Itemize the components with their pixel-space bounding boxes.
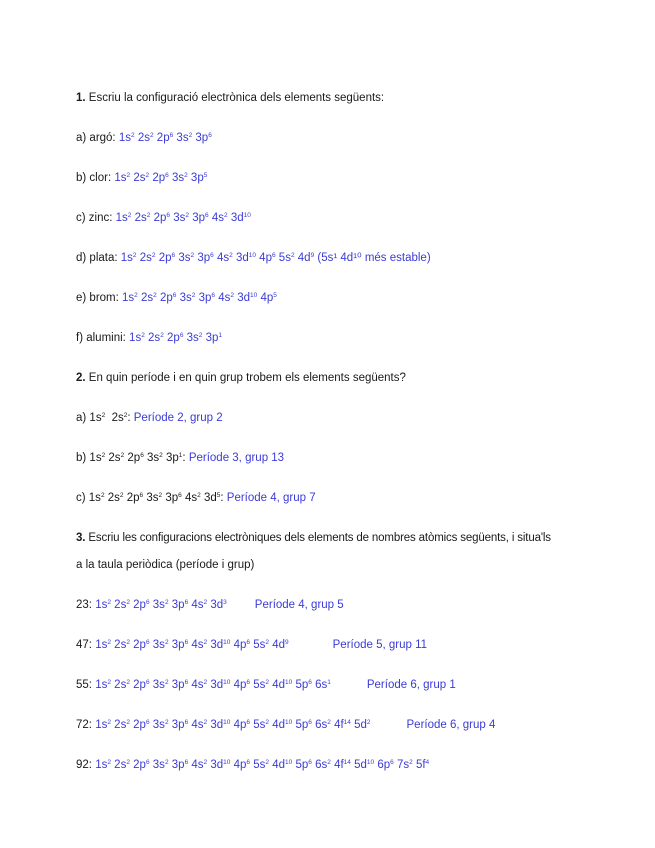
orbital: $3s^2$ bbox=[152, 759, 169, 771]
q1-item-a bbox=[76, 131, 212, 145]
orbital: $4d^{10}$ bbox=[272, 719, 293, 731]
orbital-electrons: 2 bbox=[126, 679, 130, 686]
orbital-electrons: 6 bbox=[208, 132, 212, 139]
item-label: c) bbox=[76, 492, 89, 504]
orbital: $3s^2$ bbox=[173, 212, 189, 224]
orbital-electrons: 6 bbox=[145, 719, 150, 726]
orbital-electrons: 6 bbox=[179, 332, 184, 339]
q2-item-c bbox=[76, 491, 316, 505]
orbital-electrons: 5 bbox=[273, 292, 277, 299]
orbital-electrons: 2 bbox=[290, 252, 295, 259]
orbital-electrons: 6 bbox=[145, 599, 150, 606]
orbital: $2p^6$ bbox=[127, 452, 144, 464]
orbital-electrons: 2 bbox=[130, 132, 135, 139]
orbital: $5s^2$ bbox=[253, 679, 270, 691]
orbital: $4s^2$ bbox=[191, 759, 208, 771]
period-group-answer: Període 6, grup 4 bbox=[406, 719, 496, 731]
item-label: a) bbox=[76, 412, 90, 424]
orbital: $6s^1$ bbox=[315, 679, 331, 691]
orbital: $1s^2$ bbox=[115, 212, 132, 224]
orbital: $6s^2$ bbox=[315, 719, 331, 731]
orbital-electrons: 6 bbox=[246, 639, 251, 646]
orbital-electrons: 2 bbox=[158, 492, 163, 499]
orbital: $1s^2$ bbox=[89, 412, 106, 424]
orbital-electrons: 1 bbox=[218, 332, 223, 339]
q3-item-23 bbox=[76, 598, 344, 612]
orbital: $3p^6$ bbox=[192, 212, 209, 224]
orbital-electrons: 2 bbox=[185, 212, 189, 219]
orbital-electrons: 2 bbox=[164, 599, 169, 606]
orbital: $4d^9$ bbox=[272, 639, 289, 651]
q1-item-f bbox=[76, 331, 222, 345]
orbital-electrons: 2 bbox=[132, 252, 137, 259]
orbital-electrons: 2 bbox=[141, 332, 145, 339]
q3-item-47 bbox=[76, 638, 427, 652]
orbital-electrons: 6 bbox=[246, 679, 251, 686]
orbital: $3d^{10}$ bbox=[237, 292, 258, 304]
question-3-heading-line2: a la taula periòdica (període i grup) bbox=[76, 559, 255, 571]
orbital-electrons: 6 bbox=[145, 639, 150, 646]
orbital: $3p^6$ bbox=[198, 292, 216, 304]
orbital-electrons: 6 bbox=[184, 679, 189, 686]
orbital-electrons: 2 bbox=[153, 292, 157, 299]
question-1-number: 1. bbox=[76, 92, 86, 104]
orbital: $2p^6$ bbox=[133, 679, 150, 691]
orbital: $3d^{10}$ bbox=[210, 639, 231, 651]
question-3-number: 3. bbox=[76, 532, 86, 544]
q3-item-92 bbox=[76, 758, 429, 772]
orbital: $5s^2$ bbox=[253, 719, 270, 731]
orbital-electrons: 2 bbox=[203, 599, 208, 606]
electron-configuration bbox=[114, 172, 207, 184]
orbital: $5p^6$ bbox=[295, 719, 312, 731]
orbital-electrons: 6 bbox=[184, 759, 189, 766]
orbital: $3d^3$ bbox=[210, 599, 227, 611]
orbital-electrons: 2 bbox=[265, 759, 270, 766]
orbital-electrons: 6 bbox=[308, 759, 312, 766]
orbital: $3p^6$ bbox=[197, 252, 214, 264]
orbital: $3s^2$ bbox=[152, 679, 169, 691]
orbital-electrons: 2 bbox=[265, 639, 270, 646]
item-label: 72: bbox=[76, 719, 96, 731]
orbital: $3p^1$ bbox=[205, 332, 223, 344]
electron-configuration bbox=[119, 132, 212, 144]
orbital: $2s^2$ bbox=[114, 639, 130, 651]
answer-separator: : bbox=[220, 492, 227, 504]
orbital-electrons: 9 bbox=[310, 252, 315, 259]
orbital: $2p^6$ bbox=[152, 172, 169, 184]
orbital-electrons: 10 bbox=[223, 719, 231, 726]
item-label: 23: bbox=[76, 599, 96, 611]
electron-configuration bbox=[116, 212, 251, 224]
orbital: $4f^{14}$ bbox=[334, 719, 351, 731]
answer-separator: : bbox=[182, 452, 189, 464]
orbital-electrons: 6 bbox=[184, 719, 189, 726]
orbital-electrons: 10 bbox=[248, 252, 256, 259]
orbital: $4s^2$ bbox=[191, 599, 208, 611]
orbital: $2p^6$ bbox=[167, 332, 184, 344]
orbital-electrons: 2 bbox=[100, 492, 105, 499]
orbital-electrons: 2 bbox=[164, 759, 169, 766]
orbital: $2p^6$ bbox=[159, 292, 177, 304]
electron-configuration bbox=[95, 759, 429, 771]
orbital: $3p^6$ bbox=[171, 679, 189, 691]
orbital: $4p^6$ bbox=[233, 719, 251, 731]
orbital-electrons: 2 bbox=[126, 639, 130, 646]
orbital-electrons: 10 bbox=[285, 719, 293, 726]
orbital-electrons: 6 bbox=[178, 492, 182, 499]
orbital: $3s^2$ bbox=[176, 132, 193, 144]
orbital: $4p^5$ bbox=[260, 292, 277, 304]
orbital: $1s^2$ bbox=[89, 452, 106, 464]
orbital-electrons: 2 bbox=[107, 719, 111, 726]
orbital-electrons: 2 bbox=[126, 719, 130, 726]
item-label: b) bbox=[76, 452, 90, 464]
orbital: $2s^2$ bbox=[148, 332, 164, 344]
orbital: $4s^2$ bbox=[218, 292, 234, 304]
orbital: $2s^2$ bbox=[141, 292, 157, 304]
orbital: $3p^6$ bbox=[195, 132, 212, 144]
item-label: c) zinc: bbox=[76, 212, 116, 224]
orbital: $3p^6$ bbox=[171, 599, 189, 611]
orbital: $4d^9$ bbox=[297, 252, 315, 264]
orbital-electrons: 2 bbox=[197, 492, 201, 499]
orbital: $3s^2$ bbox=[171, 172, 188, 184]
orbital-electrons: 6 bbox=[184, 599, 189, 606]
orbital-electrons: 2 bbox=[223, 212, 228, 219]
item-label: b) clor: bbox=[76, 172, 115, 184]
orbital: $2p^6$ bbox=[153, 212, 171, 224]
q3-item-55 bbox=[76, 678, 456, 692]
orbital-electrons: 3 bbox=[223, 599, 227, 606]
orbital: $4p^6$ bbox=[233, 639, 251, 651]
orbital-electrons: 2 bbox=[123, 412, 128, 419]
orbital: $3p^5$ bbox=[190, 172, 208, 184]
orbital: $1s^2$ bbox=[114, 172, 131, 184]
orbital-electrons: 14 bbox=[343, 719, 351, 726]
orbital: $2s^2$ bbox=[111, 412, 128, 424]
orbital-electrons: 6 bbox=[169, 132, 174, 139]
orbital-electrons: 6 bbox=[308, 719, 312, 726]
orbital-electrons: 2 bbox=[107, 639, 111, 646]
orbital-electrons: 6 bbox=[165, 172, 169, 179]
orbital: $2s^2$ bbox=[108, 452, 125, 464]
orbital: $4s^2$ bbox=[191, 639, 208, 651]
orbital-electrons: 6 bbox=[246, 759, 251, 766]
orbital: $3s^2$ bbox=[152, 599, 169, 611]
orbital: $1s^2$ bbox=[95, 759, 111, 771]
orbital: $2s^2$ bbox=[134, 212, 151, 224]
orbital: $5d^2$ bbox=[354, 719, 371, 731]
orbital-electrons: 2 bbox=[190, 252, 195, 259]
item-label: 47: bbox=[76, 639, 96, 651]
orbital-electrons: 2 bbox=[159, 452, 163, 459]
item-label: a) argó: bbox=[76, 132, 119, 144]
question-1-text: Escriu la configuració electrònica dels elements següents: bbox=[88, 92, 385, 104]
orbital: $2s^2$ bbox=[114, 679, 130, 691]
orbital: $4s^2$ bbox=[191, 719, 208, 731]
electron-configuration bbox=[122, 292, 277, 304]
orbital-electrons: 10 bbox=[223, 679, 231, 686]
orbital-electrons: 2 bbox=[198, 332, 203, 339]
q3-item-72 bbox=[76, 718, 495, 732]
orbital: $3s^2$ bbox=[152, 639, 169, 651]
orbital-electrons: 2 bbox=[107, 679, 111, 686]
item-label: f) alumini: bbox=[76, 332, 130, 344]
orbital-electrons: 2 bbox=[107, 759, 111, 766]
electron-configuration bbox=[89, 452, 182, 464]
orbital: $2s^2$ bbox=[114, 719, 130, 731]
orbital: $2p^6$ bbox=[133, 719, 150, 731]
orbital: $5f^4$ bbox=[415, 759, 430, 771]
period-group-answer: Període 3, grup 13 bbox=[188, 452, 285, 464]
orbital: $5s^2$ bbox=[253, 759, 270, 771]
orbital: $2p^6$ bbox=[133, 639, 150, 651]
orbital-electrons: 2 bbox=[101, 412, 106, 419]
orbital: $2p^6$ bbox=[158, 252, 176, 264]
orbital: $3s^2$ bbox=[146, 492, 163, 504]
period-group-answer: Període 4, grup 5 bbox=[254, 599, 344, 611]
orbital-electrons: 6 bbox=[184, 639, 189, 646]
orbital-electrons: 2 bbox=[120, 452, 125, 459]
orbital: $3s^2$ bbox=[147, 452, 163, 464]
orbital-electrons: 10 bbox=[250, 292, 258, 299]
orbital: $2p^6$ bbox=[156, 132, 174, 144]
orbital-electrons: 14 bbox=[343, 759, 351, 766]
orbital-electrons: 1 bbox=[178, 452, 183, 459]
orbital: $1s^2$ bbox=[95, 719, 111, 731]
orbital: $1s^2$ bbox=[95, 599, 111, 611]
orbital: $3p^1$ bbox=[166, 452, 183, 464]
orbital: $1s^2$ bbox=[118, 132, 135, 144]
orbital: $4s^2$ bbox=[184, 492, 201, 504]
period-group-answer: Període 6, grup 1 bbox=[366, 679, 456, 691]
orbital-electrons: 2 bbox=[203, 679, 208, 686]
orbital: $4d^{10}$ bbox=[272, 679, 293, 691]
orbital: $3d^{10}$ bbox=[210, 759, 231, 771]
orbital-electrons: 2 bbox=[191, 292, 196, 299]
orbital-electrons: 10 bbox=[366, 759, 375, 766]
orbital-electrons: 2 bbox=[107, 599, 111, 606]
orbital-electrons: 6 bbox=[390, 759, 394, 766]
orbital: $6s^2$ bbox=[315, 759, 331, 771]
orbital: $3d^5$ bbox=[203, 492, 221, 504]
orbital: $5p^6$ bbox=[295, 679, 312, 691]
orbital: $3d^{10}$ bbox=[210, 719, 231, 731]
orbital: $2s^2$ bbox=[139, 252, 156, 264]
orbital: $5s^2$ bbox=[253, 639, 270, 651]
orbital-electrons: 2 bbox=[203, 759, 208, 766]
electron-configuration bbox=[95, 719, 370, 731]
orbital: $3s^2$ bbox=[152, 719, 169, 731]
orbital: $4f^{14}$ bbox=[334, 759, 351, 771]
electron-configuration bbox=[95, 679, 331, 691]
question-2-number: 2. bbox=[76, 372, 86, 384]
orbital: $3p^6$ bbox=[165, 492, 182, 504]
orbital: $3d^{10}$ bbox=[210, 679, 231, 691]
orbital-electrons: 2 bbox=[127, 212, 132, 219]
orbital: $6p^6$ bbox=[377, 759, 394, 771]
orbital: $1s^2$ bbox=[95, 639, 111, 651]
period-group-answer: Període 2, grup 2 bbox=[133, 412, 223, 424]
question-1-heading bbox=[76, 91, 384, 105]
orbital: $2s^2$ bbox=[107, 492, 124, 504]
orbital-electrons: 10 bbox=[285, 679, 293, 686]
electron-configuration bbox=[89, 412, 127, 424]
orbital-electrons: 2 bbox=[203, 639, 208, 646]
orbital-electrons: 6 bbox=[171, 252, 176, 259]
item-label: e) brom: bbox=[76, 292, 123, 304]
orbital: $2s^2$ bbox=[114, 759, 130, 771]
orbital-electrons: 6 bbox=[271, 252, 276, 259]
orbital: $1s^2$ bbox=[122, 292, 138, 304]
q1-item-c bbox=[76, 211, 251, 225]
orbital: $3s^2$ bbox=[186, 332, 203, 344]
q2-item-a bbox=[76, 411, 223, 425]
orbital-electrons: 6 bbox=[211, 292, 216, 299]
question-2-text: En quin període i en quin grup trobem els elements següents? bbox=[88, 372, 406, 384]
orbital-electrons: 2 bbox=[327, 719, 331, 726]
orbital-electrons: 2 bbox=[188, 132, 193, 139]
orbital-electrons: 2 bbox=[409, 759, 413, 766]
orbital-electrons: 5 bbox=[216, 492, 221, 499]
orbital-electrons: 1 bbox=[327, 679, 331, 686]
orbital-electrons: 10 bbox=[223, 639, 231, 646]
orbital-electrons: 2 bbox=[164, 639, 169, 646]
orbital-electrons: 2 bbox=[203, 719, 208, 726]
orbital-electrons: 2 bbox=[265, 719, 270, 726]
orbital-electrons: 2 bbox=[149, 132, 154, 139]
orbital: $7s^2$ bbox=[396, 759, 413, 771]
question-3-text: Escriu les configuracions electròniques dels elements de nombres atòmics següents, i situa'ls bbox=[88, 532, 551, 544]
electron-configuration bbox=[89, 492, 221, 504]
orbital-electrons: 2 bbox=[265, 679, 270, 686]
q2-item-b bbox=[76, 451, 284, 465]
orbital-electrons: 2 bbox=[134, 292, 138, 299]
orbital-electrons: 2 bbox=[164, 719, 169, 726]
orbital-electrons: 2 bbox=[184, 172, 188, 179]
orbital-electrons: 2 bbox=[327, 759, 331, 766]
orbital: $4s^2$ bbox=[191, 679, 208, 691]
orbital-electrons: 2 bbox=[151, 252, 156, 259]
orbital: $2p^6$ bbox=[133, 759, 150, 771]
orbital: $1s^2$ bbox=[95, 679, 111, 691]
orbital: $5d^{10}$ bbox=[354, 759, 375, 771]
q1-item-d bbox=[76, 251, 431, 265]
orbital: $4d^{10}$ bbox=[272, 759, 293, 771]
orbital-electrons: 2 bbox=[126, 172, 131, 179]
orbital: $2s^2$ bbox=[133, 172, 150, 184]
orbital: $3s^2$ bbox=[179, 292, 196, 304]
orbital-electrons: 2 bbox=[126, 599, 130, 606]
item-label: d) plata: bbox=[76, 252, 121, 264]
electron-configuration bbox=[121, 252, 314, 264]
orbital: $4s^2$ bbox=[216, 252, 233, 264]
orbital-electrons: 2 bbox=[146, 212, 151, 219]
orbital: $4p^6$ bbox=[259, 252, 276, 264]
orbital: $1s^2$ bbox=[129, 332, 145, 344]
orbital-electrons: 6 bbox=[166, 212, 171, 219]
orbital-electrons: 2 bbox=[366, 719, 371, 726]
orbital: $4p^6$ bbox=[233, 759, 251, 771]
orbital-electrons: 6 bbox=[246, 719, 251, 726]
orbital-electrons: 9 bbox=[285, 639, 289, 646]
orbital: $4s^2$ bbox=[211, 212, 228, 224]
orbital: $4p^6$ bbox=[233, 679, 251, 691]
orbital-electrons: 6 bbox=[139, 492, 144, 499]
orbital: $2s^2$ bbox=[114, 599, 130, 611]
item-label: 92: bbox=[76, 759, 96, 771]
orbital: $3d^{10}$ bbox=[235, 252, 256, 264]
question-2-heading bbox=[76, 371, 406, 385]
orbital: $3p^6$ bbox=[171, 719, 189, 731]
period-group-answer: Període 5, grup 11 bbox=[332, 639, 428, 651]
orbital: $2s^2$ bbox=[137, 132, 154, 144]
orbital-electrons: 2 bbox=[119, 492, 124, 499]
electron-configuration bbox=[95, 599, 227, 611]
period-group-answer: Període 4, grup 7 bbox=[226, 492, 316, 504]
electron-configuration bbox=[129, 332, 222, 344]
orbital-electrons: 6 bbox=[308, 679, 312, 686]
q1-item-b bbox=[76, 171, 207, 185]
orbital: $3s^2$ bbox=[178, 252, 195, 264]
orbital-electrons: 10 bbox=[285, 759, 293, 766]
orbital: $2p^6$ bbox=[133, 599, 150, 611]
orbital-electrons: 6 bbox=[145, 679, 150, 686]
item-label: 55: bbox=[76, 679, 96, 691]
orbital: $2p^6$ bbox=[126, 492, 144, 504]
orbital: $1s^2$ bbox=[88, 492, 105, 504]
orbital-electrons: 2 bbox=[145, 172, 150, 179]
configuration-note: (5s¹ 4d¹⁰ més estable) bbox=[314, 252, 431, 264]
orbital-electrons: 6 bbox=[140, 452, 144, 459]
orbital: $5s^2$ bbox=[278, 252, 295, 264]
orbital-electrons: 4 bbox=[425, 759, 430, 766]
electron-configuration bbox=[95, 639, 288, 651]
orbital-electrons: 2 bbox=[101, 452, 106, 459]
orbital-electrons: 6 bbox=[205, 212, 209, 219]
answer-separator: : bbox=[127, 412, 134, 424]
orbital: $5p^6$ bbox=[295, 759, 312, 771]
orbital-electrons: 10 bbox=[223, 759, 231, 766]
orbital-electrons: 2 bbox=[160, 332, 164, 339]
orbital-electrons: 5 bbox=[203, 172, 208, 179]
orbital-electrons: 2 bbox=[126, 759, 130, 766]
orbital-electrons: 6 bbox=[210, 252, 214, 259]
orbital: $3p^6$ bbox=[171, 759, 189, 771]
orbital-electrons: 2 bbox=[229, 252, 233, 259]
orbital: $1s^2$ bbox=[120, 252, 137, 264]
orbital-electrons: 6 bbox=[172, 292, 177, 299]
question-3-heading-line1 bbox=[76, 531, 551, 545]
orbital-electrons: 2 bbox=[230, 292, 234, 299]
q1-item-e bbox=[76, 291, 277, 305]
orbital: $3p^6$ bbox=[171, 639, 189, 651]
orbital-electrons: 10 bbox=[243, 212, 251, 219]
orbital-electrons: 2 bbox=[164, 679, 169, 686]
orbital-electrons: 6 bbox=[145, 759, 150, 766]
orbital: $3d^{10}$ bbox=[230, 212, 251, 224]
